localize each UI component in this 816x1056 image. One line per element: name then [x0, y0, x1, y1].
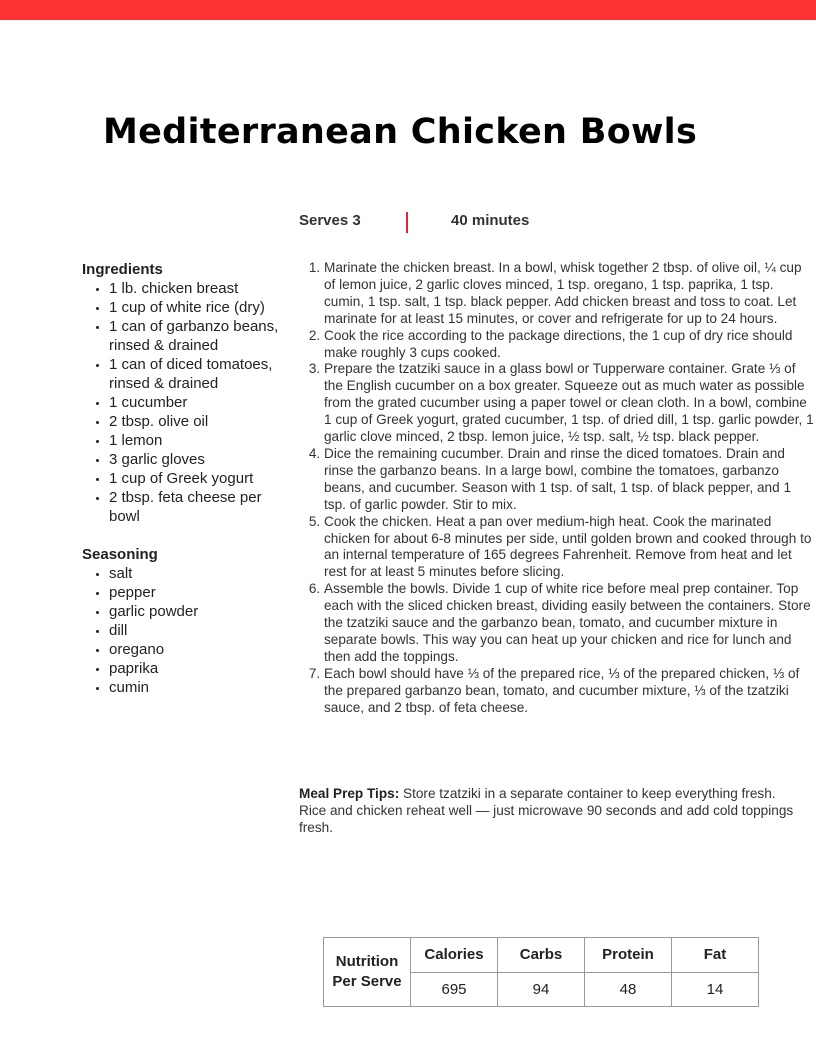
nutrition-header-carbs: Carbs	[498, 938, 585, 973]
nutrition-label	[324, 938, 411, 1007]
ingredient-item: • 1 can of garbanzo beans, rinsed & drained	[109, 317, 292, 355]
tips-label: Meal Prep Tips:	[299, 786, 400, 801]
seasoning-item: • paprika	[109, 659, 292, 678]
ingredients-list	[82, 279, 292, 526]
seasoning-item: • dill	[109, 621, 292, 640]
serves-count: Serves 3	[299, 212, 361, 229]
nutrition-header-row	[324, 938, 759, 973]
seasoning-item: • oregano	[109, 640, 292, 659]
instruction-step: 7. Each bowl should have ⅓ of the prepared rice, ⅓ of the prepared chicken, ⅓ of the prepared garbanzo bean, tomato, and cucumber mixture, ⅓ of the tzatziki sauce, and 2 tbsp. of feta cheese.	[324, 666, 814, 717]
ingredients-column	[82, 260, 292, 697]
instruction-steps	[299, 260, 814, 716]
instruction-step: 2. Cook the rice according to the package directions, the 1 cup of dry rice should make roughly 3 cups cooked.	[324, 328, 814, 362]
instruction-step: 1. Marinate the chicken breast. In a bowl, whisk together 2 tbsp. of olive oil, ¼ cup of lemon juice, 2 garlic cloves minced, 1 tsp. oregano, 1 tsp. paprika, 1 tsp. cumin, 1 tsp. salt, 1 tsp. black pepper. Add chicken breast and toss to coat. Let marinate for at least 15 minutes, or cover and refrigerate for up to 24 hours.	[324, 260, 814, 328]
ingredient-item: • 2 tbsp. feta cheese per bowl	[109, 488, 292, 526]
seasoning-item: • pepper	[109, 583, 292, 602]
instruction-step: 4. Dice the remaining cucumber. Drain and rinse the diced tomatoes. Drain and rinse the garbanzo beans. In a large bowl, combine the tomatoes, garbanzo beans, and cucumber. Season with 1 tsp. of salt, 1 tsp. of black pepper, and 1 tsp. of garlic powder. Stir to mix.	[324, 446, 814, 514]
ingredient-item: • 2 tbsp. olive oil	[109, 412, 292, 431]
ingredient-item: • 1 can of diced tomatoes, rinsed & drained	[109, 355, 292, 393]
seasoning-heading: Seasoning	[82, 546, 158, 563]
instruction-step: 3. Prepare the tzatziki sauce in a glass bowl or Tupperware container. Grate ⅓ of the English cucumber on a box greater. Squeeze out as much water as possible from the grated cucumber using a paper towel or clean cloth. In a bowl, combine 1 cup of Greek yogurt, grated cucumber, 1 tsp. of dried dill, 1 tsp. garlic powder, 1 garlic clove minced, 2 tbsp. lemon juice, ½ tsp. salt, ½ tsp. black pepper.	[324, 361, 814, 446]
ingredient-item: • 3 garlic gloves	[109, 450, 292, 469]
nutrition-label-line1: Nutrition	[335, 953, 399, 970]
top-accent-bar	[0, 0, 816, 20]
nutrition-header-fat: Fat	[672, 938, 759, 973]
nutrition-label-line2: Per Serve	[332, 973, 402, 990]
cook-duration: 40 minutes	[451, 212, 530, 229]
meal-prep-tips	[299, 786, 794, 837]
instruction-step: 5. Cook the chicken. Heat a pan over medium-high heat. Cook the marinated chicken for about 6-8 minutes per side, until golden brown and cooked through to an internal temperature of 165 degrees Fahrenheit. Remove from heat and let rest for at least 5 minutes before slicing.	[324, 514, 814, 582]
ingredient-item: • 1 lb. chicken breast	[109, 279, 292, 298]
nutrition-value-carbs: 94	[498, 972, 585, 1007]
nutrition-value-calories: 695	[411, 972, 498, 1007]
ingredient-item: • 1 lemon	[109, 431, 292, 450]
seasoning-item: • garlic powder	[109, 602, 292, 621]
seasoning-list	[82, 564, 292, 697]
tips-text: Store tzatziki in a separate container to keep everything fresh. Rice and chicken reheat well — just microwave 90 seconds and add cold toppings fresh.	[299, 786, 794, 835]
instruction-step: 6. Assemble the bowls. Divide 1 cup of white rice before meal prep container. Top each with the sliced chicken breast, dividing easily between the containers. Store the tzatziki sauce and the garbanzo bean, tomato, and cucumber mixture in separate bowls. This way you can heat up your chicken and rice for lunch and then add the toppings.	[324, 581, 814, 666]
nutrition-header-protein: Protein	[585, 938, 672, 973]
nutrition-table	[323, 937, 759, 1007]
ingredients-heading: Ingredients	[82, 261, 163, 278]
nutrition-header-calories: Calories	[411, 938, 498, 973]
meta-divider	[406, 212, 408, 233]
ingredient-item: • 1 cup of Greek yogurt	[109, 469, 292, 488]
seasoning-item: • salt	[109, 564, 292, 583]
ingredient-item: • 1 cucumber	[109, 393, 292, 412]
seasoning-item: • cumin	[109, 678, 292, 697]
nutrition-value-fat: 14	[672, 972, 759, 1007]
page-title: Mediterranean Chicken Bowls	[103, 112, 698, 152]
nutrition-value-protein: 48	[585, 972, 672, 1007]
ingredient-item: • 1 cup of white rice (dry)	[109, 298, 292, 317]
